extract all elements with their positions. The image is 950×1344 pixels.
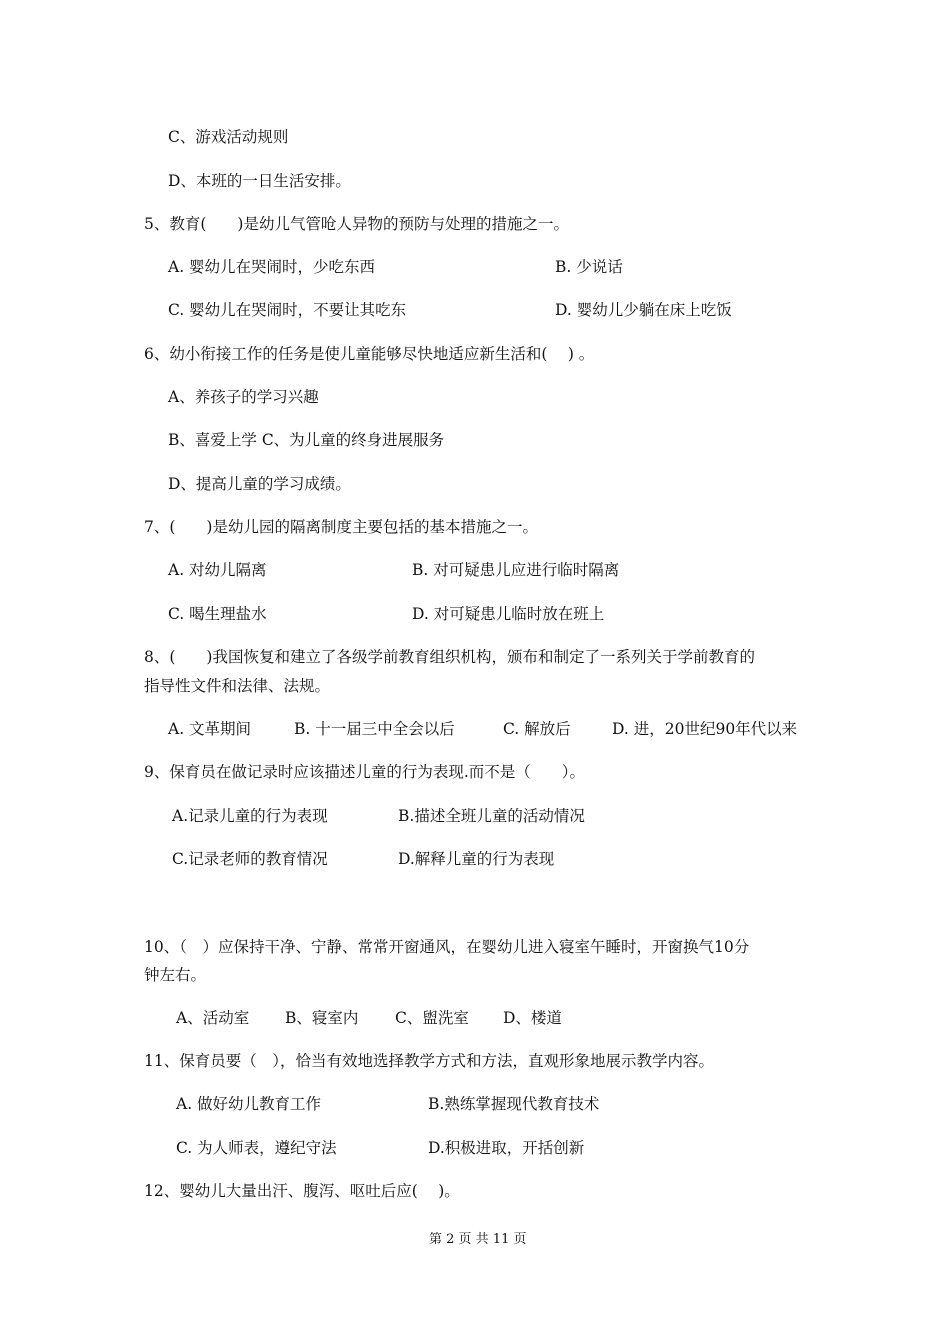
q11-option-d: D.积极进取，开括创新 [428, 1139, 585, 1157]
q5-stem: 5、教育( )是幼儿气管呛人异物的预防与处理的措施之一。 [144, 215, 569, 233]
q9-option-c: C.记录老师的教育情况 [172, 850, 328, 868]
q5-option-b: B. 少说话 [555, 258, 623, 276]
q11-option-c: C. 为人师表，遵纪守法 [176, 1139, 337, 1157]
q5-option-d: D. 婴幼儿少躺在床上吃饭 [555, 301, 732, 319]
q11-option-b: B.熟练掌握现代教育技术 [428, 1095, 600, 1113]
q5-option-c: C. 婴幼儿在哭闹时，不要让其吃东 [168, 301, 407, 319]
q8-option-a: A. 文革期间 [168, 720, 252, 738]
q9-stem: 9、保育员在做记录时应该描述儿童的行为表现.而不是（ ）。 [144, 763, 586, 781]
q10-option-a: A、活动室 [176, 1009, 250, 1027]
q9-option-b: B.描述全班儿童的活动情况 [398, 807, 585, 825]
q6-option-a: A、养孩子的学习兴趣 [168, 388, 319, 406]
q5-option-a: A. 婴幼儿在哭闹时，少吃东西 [168, 258, 376, 276]
page-footer: 第 2 页 共 11 页 [429, 1232, 527, 1247]
q12-stem: 12、婴幼儿大量出汗、腹泻、呕吐后应( )。 [144, 1182, 460, 1200]
q6-option-d: D、提高儿童的学习成绩。 [168, 475, 351, 493]
q8-option-c: C. 解放后 [503, 720, 571, 738]
q10-option-c: C、盥洗室 [395, 1009, 469, 1027]
q7-stem: 7、( )是幼儿园的隔离制度主要包括的基本措施之一。 [144, 518, 538, 536]
q9-option-a: A.记录儿童的行为表现 [172, 807, 328, 825]
q8-stem-line1: 8、( )我国恢复和建立了各级学前教育组织机构，颁布和制定了一系列关于学前教育的 [144, 648, 755, 666]
q11-option-a: A. 做好幼儿教育工作 [176, 1095, 322, 1113]
q10-option-d: D、楼道 [503, 1009, 562, 1027]
q6-option-bc: B、喜爱上学 C、为儿童的终身进展服务 [168, 431, 445, 449]
q8-stem-line2: 指导性文件和法律、法规。 [144, 677, 331, 695]
q10-option-b: B、寝室内 [285, 1009, 359, 1027]
q7-option-b: B. 对可疑患儿应进行临时隔离 [412, 561, 620, 579]
q7-option-a: A. 对幼儿隔离 [168, 561, 267, 579]
q8-option-b: B. 十一届三中全会以后 [294, 720, 455, 738]
q8-option-d: D. 进，20世纪90年代以来 [612, 720, 798, 738]
q11-stem: 11、保育员要（ ），恰当有效地选择教学方式和方法，直观形象地展示教学内容。 [144, 1052, 714, 1070]
q6-stem: 6、幼小衔接工作的任务是使儿童能够尽快地适应新生活和( ) 。 [144, 345, 595, 363]
q7-option-d: D. 对可疑患儿临时放在班上 [412, 605, 605, 623]
q4-option-d: D、本班的一日生活安排。 [168, 172, 351, 190]
q9-option-d: D.解释儿童的行为表现 [398, 850, 555, 868]
q7-option-c: C. 喝生理盐水 [168, 605, 267, 623]
q10-stem-line2: 钟左右。 [144, 966, 207, 984]
q10-stem-line1: 10、（ ）应保持干净、宁静、常常开窗通风，在婴幼儿进入寝室午睡时，开窗换气10分 [144, 938, 750, 956]
q4-option-c: C、游戏活动规则 [168, 128, 289, 146]
